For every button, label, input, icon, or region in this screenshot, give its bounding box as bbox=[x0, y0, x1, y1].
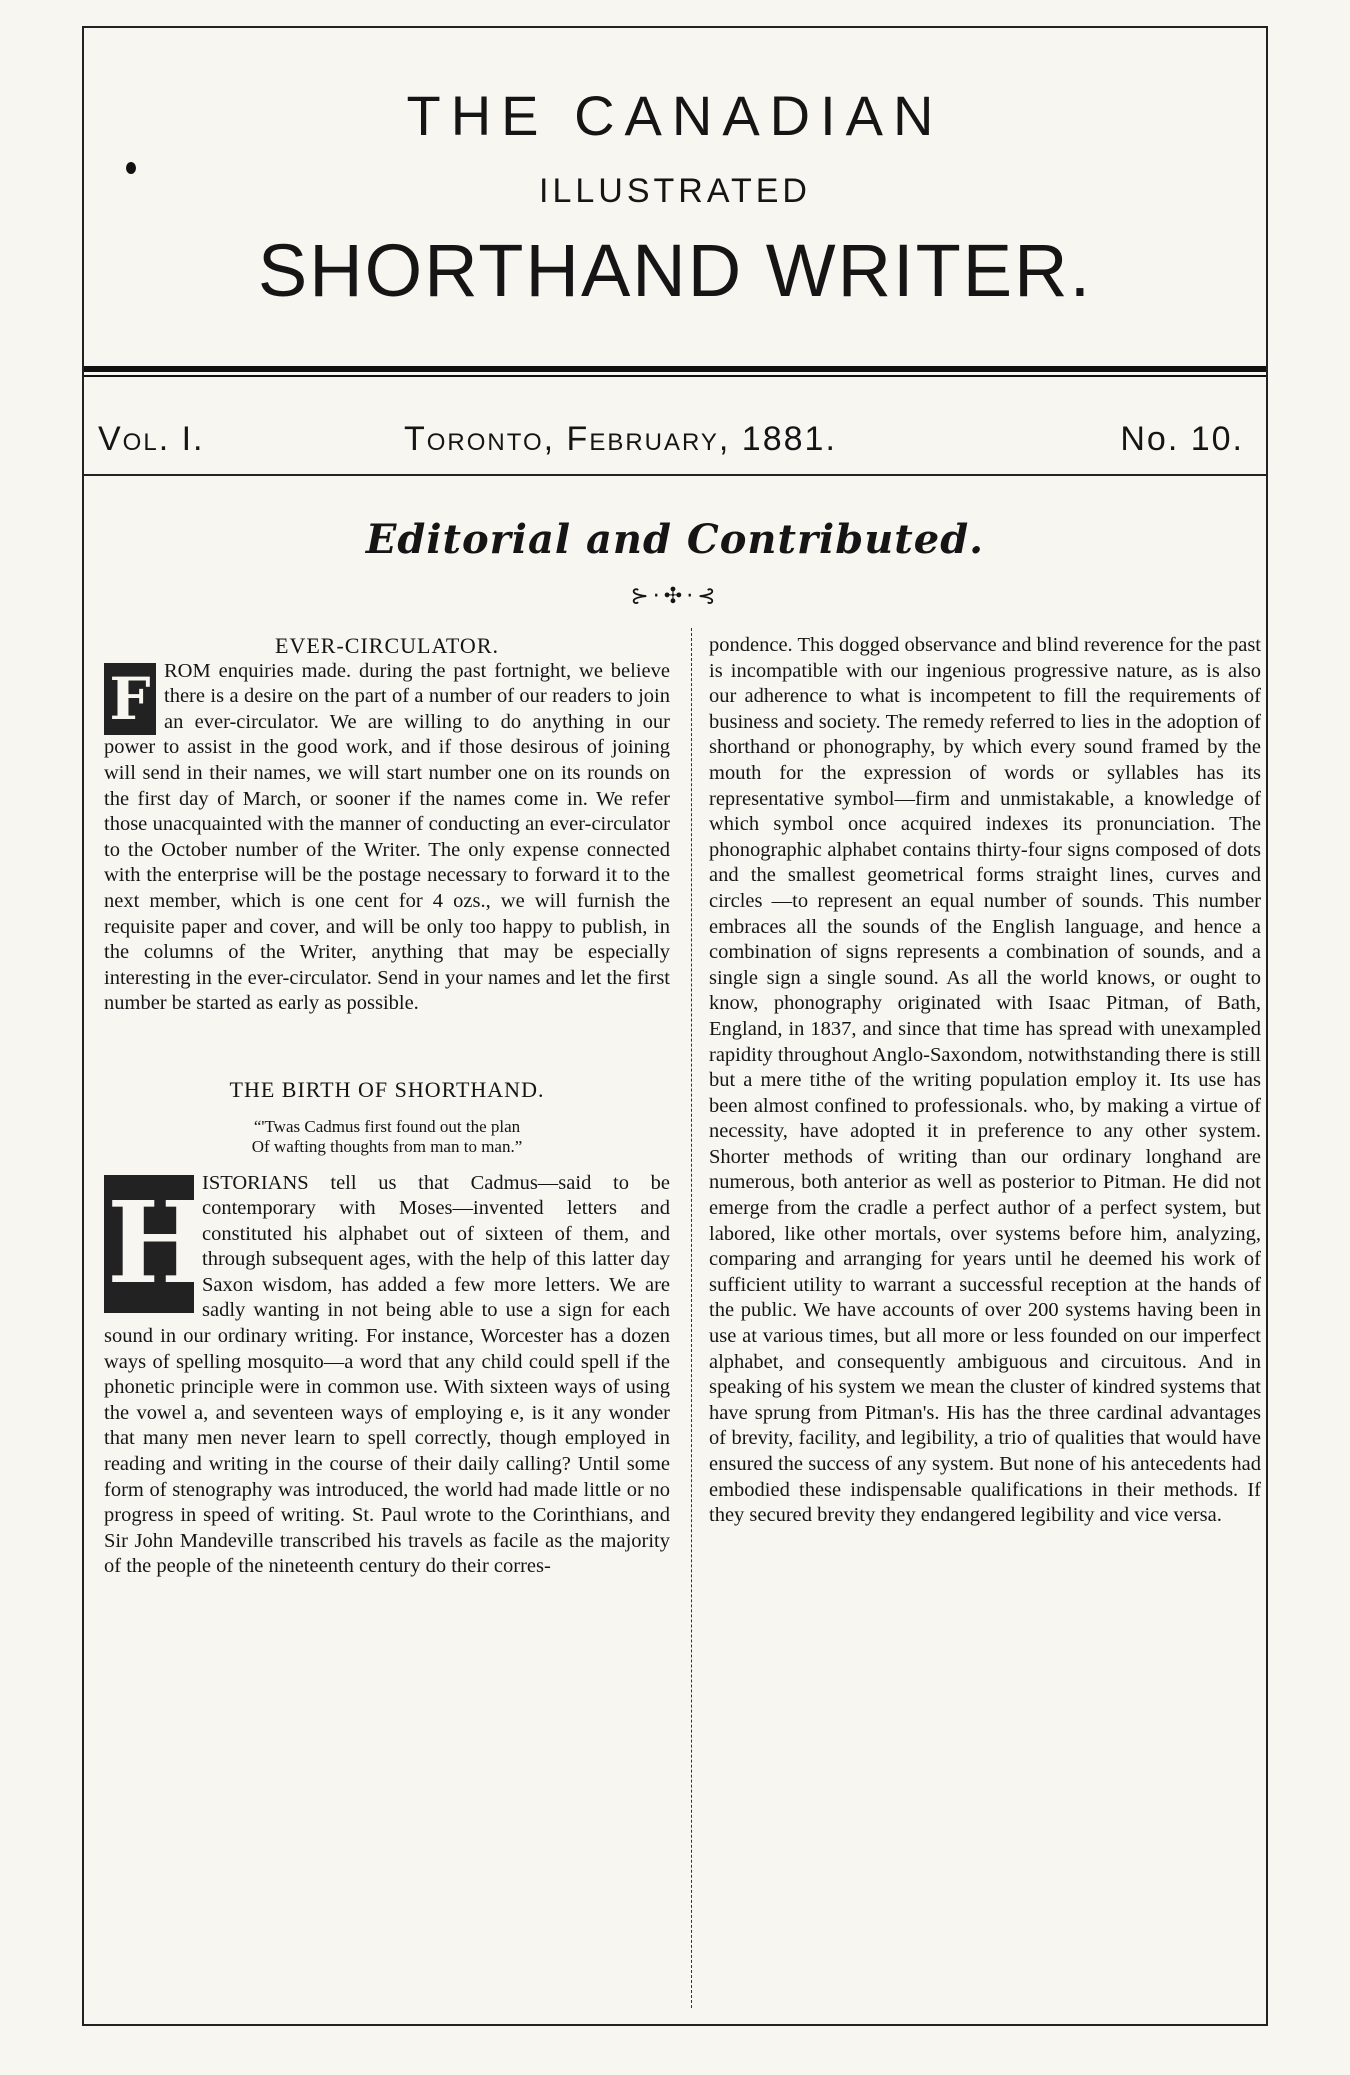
issue-line bbox=[84, 420, 1266, 470]
ornament-divider: ⊱·✣·⊰ bbox=[630, 584, 720, 609]
issue-number-label: No. 10. bbox=[1120, 420, 1244, 458]
masthead-header bbox=[84, 28, 1266, 312]
newspaper-page bbox=[82, 26, 1268, 2026]
article-body-birth-left bbox=[104, 1171, 670, 1581]
column-divider bbox=[691, 628, 693, 2008]
left-column bbox=[104, 633, 670, 1580]
article-text-birth-right: pondence. This dogged observance and blind reverence for the past is incompatible with our ingenious progressive nature, as is also our adherence to what is incompetent to fill the requirements of business and society. The remedy referred to lies in the adoption of shorthand or phonography, by which every sound framed by the mouth for the expression of words or syllables has its representative symbol—firm and unmistakable, a knowledge of which symbol once acquired indexes its pronunciation. The phonographic alphabet contains thirty-four signs composed of dots and the smallest geometrical forms straight lines, curves and circles —to represent an equal number of sounds. This number embraces all the sounds of the English language, and hence a combination of signs represents a combination of sounds, and a single sign a single sound. As all the world knows, or ought to know, phonography originated with Isaac Pitman, of Bath, England, in 1837, and since that time has spread with unexampled rapidity throughout Anglo-Saxondom, notwithstanding there is still but a mere tithe of the writing population employ it. Its use has been almost confined to professionals. who, by making a virtue of necessity, have adopted it in preference to any other system. Shorter methods of writing than our ordinary longhand are numerous, both anterior as well as posterior to Pitman. He did not emerge from the cradle a perfect author of a perfect system, but labored, like other mortals, over systems before him, analyzing, comparing and arranging for years until he deemed his work of sufficient utility to warrant a successful reception at the hands of the public. We have accounts of over 200 systems having been in use at various times, but all more or less founded on our imperfect alphabet, and consequently ambiguous and circuitous. And in speaking of his system we mean the cluster of kindred systems that have sprung from Pitman's. His has the three cardinal advantages of brevity, facility, and legibility, a trio of qualities that would have ensured the success of any system. But none of his antecedents had embodied these indispensable qualifications in their methods. If they secured brevity they endangered legibility and vice versa. bbox=[709, 634, 1261, 1527]
epigraph-line-2: Of wafting thoughts from man to man.” bbox=[251, 1136, 523, 1156]
title-line-1: THE CANADIAN bbox=[406, 84, 944, 147]
article-title-birth-of-shorthand: THE BIRTH OF SHORTHAND. bbox=[229, 1076, 545, 1102]
epigraph bbox=[104, 1117, 670, 1157]
volume-label: Vol. I. bbox=[98, 420, 205, 458]
article-text-birth-left: ISTORIANS tell us that Cadmus—said to be contemporary with Moses—invented letters and constituted his alphabet out of sixteen of them, and through subsequent ages, with the help of this latter day Saxon wisdom, has added a few more letters. We are sadly wanting in not being able to use a sign for each sound in our ordinary writing. For instance, Worcester has a dozen ways of spelling mosquito—a word that any child could spell if the phonetic principle were in common use. With sixteen ways of using the vowel a, and seventeen ways of employing e, is it any wonder that many men never learn to spell correctly, though employed in reading and writing in the course of their daily calling? Until some form of stenography was introduced, the world had made little or no progress in speed of writing. St. Paul wrote to the Corinthians, and Sir John Mandeville transcribed his travels as facile as the majority of the people of the nineteenth century do their corres- bbox=[104, 1171, 670, 1578]
right-column bbox=[709, 633, 1261, 1529]
dropcap-f: F bbox=[104, 663, 156, 735]
place-date-label: Toronto, February, 1881. bbox=[404, 420, 837, 458]
epigraph-line-1: “'Twas Cadmus first found out the plan bbox=[253, 1116, 521, 1136]
section-heading: Editorial and Contributed. bbox=[365, 516, 985, 563]
dropcap-h: H bbox=[104, 1175, 194, 1313]
title-line-2: ILLUSTRATED bbox=[539, 172, 811, 210]
masthead-rule-thin bbox=[84, 375, 1266, 377]
article-body-ever-circulator bbox=[104, 659, 670, 1017]
article-title-ever-circulator: EVER-CIRCULATOR. bbox=[275, 633, 499, 658]
bullet-mark bbox=[126, 162, 136, 174]
issue-line-rule bbox=[84, 474, 1266, 476]
masthead-rule-thick bbox=[84, 366, 1266, 372]
article-text-ever-circulator: ROM enquiries made. during the past fortnight, we believe there is a desire on the part of a number of our readers to join an ever-circulator. We are willing to do anything in our power to assist in the good work, and if those desirous of joining will send in their names, we will start number one on its rounds on the first day of March, or sooner if the names come in. We refer those unacquainted with the manner of conducting an ever-circulator to the October number of the Writer. The only expense connected with the enterprise will be the postage necessary to forward it to the next member, which is one cent for 4 ozs., we will furnish the requisite paper and cover, and will be only too happy to publish, in the columns of the Writer, anything that may be especially interesting in the ever-circulator. Send in your names and let the first number be started as early as possible. bbox=[104, 659, 670, 1015]
title-line-3: SHORTHAND WRITER. bbox=[257, 229, 1093, 312]
